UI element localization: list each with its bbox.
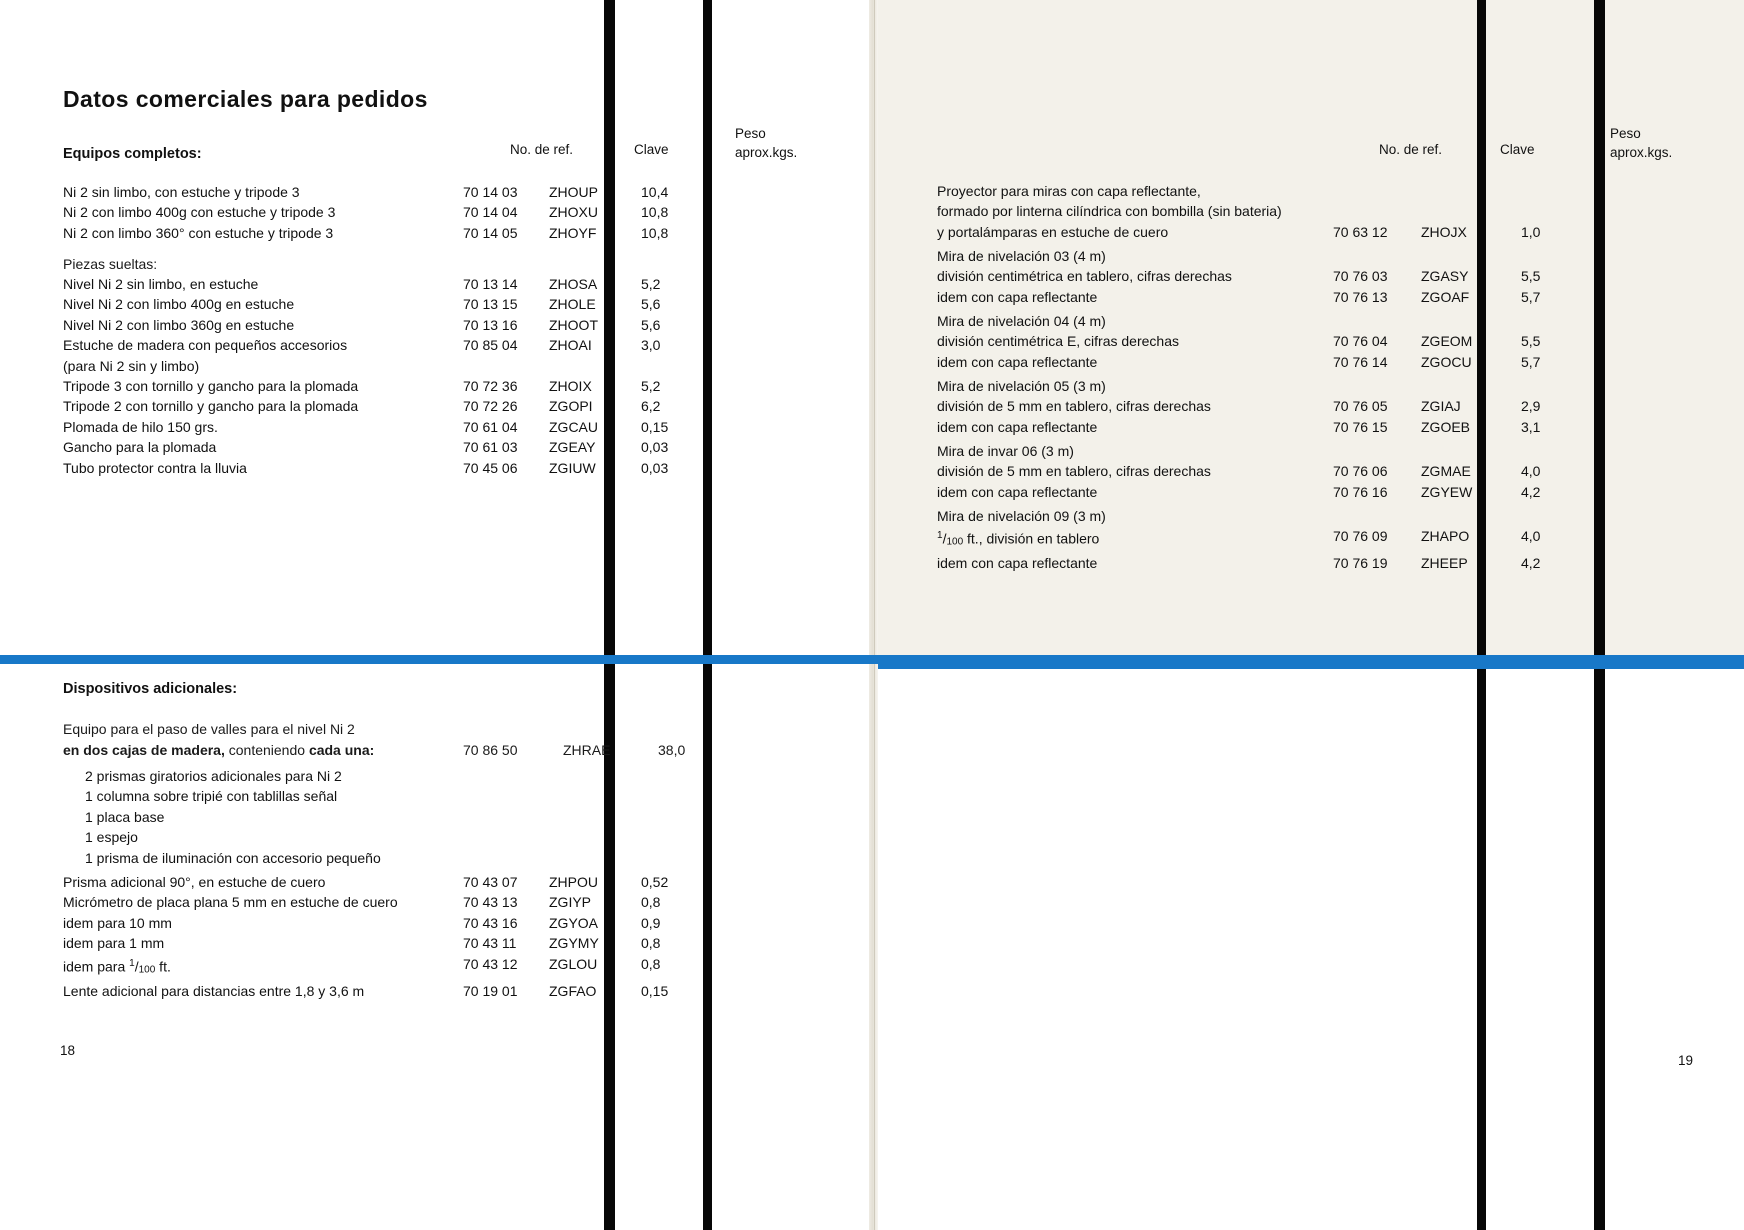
cell-ref: 70 14 03 xyxy=(463,184,518,200)
column-header-peso-left: Peso xyxy=(735,126,766,141)
table-row xyxy=(63,933,711,953)
cell-key: ZGIYP xyxy=(549,894,592,911)
cell-weight xyxy=(1521,376,1581,396)
list-item xyxy=(63,766,485,786)
table-row xyxy=(937,417,1581,437)
column-header-peso-units-left: aprox.kgs. xyxy=(735,145,798,160)
cell-weight: 1,0 xyxy=(1521,223,1541,240)
table-row xyxy=(63,954,711,981)
table-row xyxy=(937,441,1581,461)
cell-key: ZGFAO xyxy=(549,982,597,999)
cell-desc: 1 placa base xyxy=(85,808,165,825)
cell-key: ZGOAF xyxy=(1421,288,1470,305)
table-row xyxy=(63,437,711,457)
table-row xyxy=(937,201,1581,221)
cell-ref: 70 76 04 xyxy=(1333,333,1388,350)
vertical-bar-right-outer xyxy=(1594,0,1605,1230)
cell-desc: 1 espejo xyxy=(85,829,138,846)
table-row xyxy=(63,315,711,335)
cell-key xyxy=(1421,441,1521,461)
cell-weight xyxy=(1521,201,1581,221)
table-row xyxy=(63,417,711,437)
cell-desc: Tubo protector contra la lluvia xyxy=(63,459,247,476)
cell-key: ZHAPO xyxy=(1421,528,1470,545)
table-row xyxy=(937,553,1581,573)
cell-desc: división centimétrica E, cifras derechas xyxy=(937,333,1179,350)
cell-weight: 5,6 xyxy=(641,316,661,333)
cell-desc: 1 prisma de iluminación con accesorio pequeño xyxy=(85,849,381,866)
page-number-right: 19 xyxy=(1678,1053,1694,1068)
cell-weight: 6,2 xyxy=(641,398,661,415)
cell-key: ZHPOU xyxy=(549,874,598,890)
cell-desc: idem para 1 mm xyxy=(63,935,165,952)
cell-weight: 5,2 xyxy=(641,378,661,395)
valley-kit-intro-line1: Equipo para el paso de valles para el nivel Ni 2 xyxy=(63,721,355,737)
cell-desc: idem para 10 mm xyxy=(63,914,172,931)
cell-key: ZHEEP xyxy=(1421,555,1468,572)
cell-weight: 5,5 xyxy=(1521,333,1541,350)
cell-weight: 10,4 xyxy=(641,184,669,200)
cell-ref: 70 13 15 xyxy=(463,296,518,313)
column-header-clave-right: Clave xyxy=(1500,142,1535,157)
table-row xyxy=(937,396,1581,416)
cell-ref: 70 45 06 xyxy=(463,459,518,476)
cell-ref: 70 72 36 xyxy=(463,378,518,395)
cell-weight: 0,03 xyxy=(641,439,669,456)
cell-desc: 1 columna sobre tripié con tablillas señal xyxy=(85,788,338,805)
cell-block-title: Mira de nivelación 04 (4 m) xyxy=(937,313,1106,329)
cell-key: ZHOUP xyxy=(549,184,598,200)
cell-desc: Plomada de hilo 150 grs. xyxy=(63,418,218,435)
cell-desc: Nivel Ni 2 sin limbo, en estuche xyxy=(63,276,259,292)
table-row xyxy=(937,506,1581,526)
cell-weight: 10,8 xyxy=(641,204,669,221)
cell-weight: 3,1 xyxy=(1521,418,1541,435)
table-mira-04 xyxy=(937,311,1581,372)
cell-key xyxy=(1421,181,1521,201)
cell-desc: $^1/_{100}$ ft., división en tablero xyxy=(937,530,1100,548)
cell-ref: 70 43 07 xyxy=(463,874,518,890)
table-row xyxy=(63,223,711,243)
cell-weight: 5,7 xyxy=(1521,288,1541,305)
table-row xyxy=(63,376,711,396)
valley-kit-ref: 70 86 50 xyxy=(463,742,518,758)
cell-ref xyxy=(1333,246,1421,266)
cell-desc: idem con capa reflectante xyxy=(937,288,1098,305)
column-header-peso-units-right: aprox.kgs. xyxy=(1610,145,1673,160)
section-heading-dispositivos-adicionales: Dispositivos adicionales: xyxy=(63,681,238,697)
table-valley-kit-contents xyxy=(63,766,485,868)
table-row xyxy=(937,461,1581,481)
cell-block-title: Mira de invar 06 (3 m) xyxy=(937,443,1074,459)
cell-ref: 70 43 13 xyxy=(463,894,518,911)
cell-desc: Ni 2 sin limbo, con estuche y tripode 3 xyxy=(63,184,300,200)
table-row xyxy=(63,294,711,314)
cell-desc: Ni 2 con limbo 360° con estuche y tripode 3 xyxy=(63,224,334,241)
cell-desc: (para Ni 2 sin y limbo) xyxy=(63,357,200,374)
cell-weight xyxy=(1521,181,1581,201)
cell-weight: 4,0 xyxy=(1521,528,1541,545)
cell-desc: idem con capa reflectante xyxy=(937,418,1098,435)
cell-ref: 70 76 09 xyxy=(1333,528,1388,545)
table-row xyxy=(937,526,1581,553)
cell-weight xyxy=(1521,246,1581,266)
list-item xyxy=(63,786,485,806)
cell-ref: 70 76 05 xyxy=(1333,398,1388,415)
cell-weight xyxy=(1521,441,1581,461)
cell-desc: Micrómetro de placa plana 5 mm en estuche de cuero xyxy=(63,894,398,911)
cell-key xyxy=(1421,246,1521,266)
cell-weight: 3,0 xyxy=(641,337,661,354)
table-row xyxy=(63,872,711,892)
cell-weight: 0,15 xyxy=(641,982,669,999)
table-row xyxy=(937,331,1581,351)
cell-key xyxy=(1421,311,1521,331)
accent-rule-right xyxy=(878,660,1744,669)
cell-ref xyxy=(1333,311,1421,331)
table-mira-09 xyxy=(937,506,1581,574)
cell-desc: formado por linterna cilíndrica con bombilla (sin bateria) xyxy=(937,203,1282,220)
cell-ref: 70 13 16 xyxy=(463,316,518,333)
cell-weight: 0,9 xyxy=(641,914,661,931)
cell-key: ZGCAU xyxy=(549,418,598,435)
cell-ref: 70 76 15 xyxy=(1333,418,1388,435)
cell-key: ZGIAJ xyxy=(1421,398,1461,415)
cell-ref: 70 76 19 xyxy=(1333,555,1388,572)
cell-weight: 5,6 xyxy=(641,296,661,313)
page-fold-line xyxy=(874,0,875,1230)
cell-weight: 4,2 xyxy=(1521,483,1541,500)
table-row xyxy=(937,181,1581,201)
table-row xyxy=(63,274,711,294)
table-row xyxy=(63,892,711,912)
cell-ref: 70 14 04 xyxy=(463,204,518,221)
table-row xyxy=(937,266,1581,286)
table-row xyxy=(937,311,1581,331)
table-row xyxy=(63,913,711,933)
cell-key xyxy=(1421,376,1521,396)
valley-kit-key: ZHRAE xyxy=(563,742,611,758)
cell-block-title: Mira de nivelación 09 (3 m) xyxy=(937,508,1106,524)
cell-desc: Proyector para miras con capa reflectante, xyxy=(937,183,1201,199)
cell-key: ZHOYF xyxy=(549,224,597,241)
cell-ref xyxy=(1333,441,1421,461)
cell-desc: Tripode 3 con tornillo y gancho para la plomada xyxy=(63,378,359,395)
cell-ref: 70 72 26 xyxy=(463,398,518,415)
cell-ref: 70 19 01 xyxy=(463,982,518,999)
cell-weight: 5,7 xyxy=(1521,353,1541,370)
cell-ref: 70 85 04 xyxy=(463,337,518,354)
column-header-peso-right: Peso xyxy=(1610,126,1641,141)
table-equipos-completos xyxy=(63,182,711,243)
cell-ref: 70 43 12 xyxy=(463,955,518,972)
section-heading-equipos-completos: Equipos completos: xyxy=(63,146,202,162)
table-mira-03 xyxy=(937,246,1581,307)
cell-key: ZGEOM xyxy=(1421,333,1473,350)
cell-desc: Prisma adicional 90°, en estuche de cuero xyxy=(63,874,326,890)
table-row xyxy=(63,202,711,222)
cell-desc: y portalámparas en estuche de cuero xyxy=(937,223,1169,240)
column-header-ref-left: No. de ref. xyxy=(510,142,574,157)
table-dispositivos-adicionales xyxy=(63,872,711,1001)
cell-desc: Nivel Ni 2 con limbo 360ɡ en estuche xyxy=(63,316,295,333)
cell-key xyxy=(549,356,641,376)
intro-bold-a: en dos cajas de madera, xyxy=(63,742,225,758)
cell-weight: 0,52 xyxy=(641,874,669,890)
table-mira-05 xyxy=(937,376,1581,437)
table-piezas-sueltas xyxy=(63,274,711,478)
cell-key: ZGYEW xyxy=(1421,483,1473,500)
cell-weight: 0,15 xyxy=(641,418,669,435)
cell-key xyxy=(1421,506,1521,526)
cell-key: ZHOIX xyxy=(549,378,592,395)
cell-desc: 2 prismas giratorios adicionales para Ni 2 xyxy=(85,768,342,784)
cell-key: ZHOOT xyxy=(549,316,598,333)
cell-weight: 4,0 xyxy=(1521,463,1541,480)
cell-ref: 70 76 13 xyxy=(1333,288,1388,305)
cell-ref: 70 43 16 xyxy=(463,914,518,931)
cell-ref: 70 43 11 xyxy=(463,935,517,952)
cell-key: ZGEAY xyxy=(549,439,596,456)
cell-ref: 70 76 06 xyxy=(1333,463,1388,480)
cell-weight: 0,8 xyxy=(641,894,661,911)
valley-kit-weight: 38,0 xyxy=(658,742,686,758)
table-row xyxy=(937,376,1581,396)
table-row xyxy=(937,222,1581,242)
table-row xyxy=(63,182,711,202)
cell-ref: 70 63 12 xyxy=(1333,223,1388,240)
cell-key: ZGIUW xyxy=(549,459,596,476)
cell-key: ZGOCU xyxy=(1421,353,1472,370)
cell-ref: 70 61 04 xyxy=(463,418,518,435)
cell-block-title: Mira de nivelación 03 (4 m) xyxy=(937,248,1106,264)
cell-ref xyxy=(1333,201,1421,221)
cell-desc: idem con capa reflectante xyxy=(937,555,1098,572)
table-row xyxy=(63,356,711,376)
cell-desc: idem para $^1/_{100}$ ft. xyxy=(63,957,171,976)
cell-weight: 2,9 xyxy=(1521,398,1541,415)
table-row xyxy=(937,246,1581,266)
cell-weight xyxy=(1521,506,1581,526)
column-header-clave-left: Clave xyxy=(634,142,669,157)
cell-ref xyxy=(1333,376,1421,396)
cell-key: ZGYOA xyxy=(549,914,599,931)
cell-key: ZHOXU xyxy=(549,204,598,221)
cell-ref: 70 76 16 xyxy=(1333,483,1388,500)
cell-key: ZGOPI xyxy=(549,398,593,415)
cell-ref: 70 76 14 xyxy=(1333,353,1388,370)
table-row xyxy=(937,482,1581,502)
cell-weight xyxy=(1521,311,1581,331)
cell-desc: división de 5 mm en tablero, cifras derechas xyxy=(937,398,1211,415)
cell-desc: Tripode 2 con tornillo y gancho para la plomada xyxy=(63,398,359,415)
cell-block-title: Mira de nivelación 05 (3 m) xyxy=(937,378,1106,394)
cell-desc: Nivel Ni 2 con limbo 400ɡ en estuche xyxy=(63,296,295,313)
cell-ref: 70 13 14 xyxy=(463,276,518,292)
cell-key: ZGYMY xyxy=(549,935,599,952)
cell-ref xyxy=(1333,506,1421,526)
table-projector xyxy=(937,181,1581,242)
cell-key xyxy=(1421,201,1521,221)
cell-weight: 0,8 xyxy=(641,955,661,972)
list-item xyxy=(63,807,485,827)
column-header-ref-right: No. de ref. xyxy=(1379,142,1443,157)
table-row xyxy=(937,287,1581,307)
cell-weight: 5,5 xyxy=(1521,268,1541,285)
right-page-lower-panel xyxy=(878,669,1744,1230)
valley-kit-intro-line2 xyxy=(63,742,374,758)
cell-desc: idem con capa reflectante xyxy=(937,483,1098,500)
cell-desc: Lente adicional para distancias entre 1,8 y 3,6 m xyxy=(63,982,365,999)
intro-normal: conteniendo xyxy=(224,742,309,758)
cell-ref: 70 76 03 xyxy=(1333,268,1388,285)
cell-weight xyxy=(641,356,711,376)
cell-weight: 10,8 xyxy=(641,224,669,241)
cell-weight: 5,2 xyxy=(641,276,661,292)
cell-weight: 4,2 xyxy=(1521,555,1541,572)
cell-key: ZGOEB xyxy=(1421,418,1471,435)
cell-ref xyxy=(463,356,549,376)
list-item xyxy=(63,827,485,847)
section-heading-piezas-sueltas: Piezas sueltas: xyxy=(63,256,158,272)
cell-desc: Ni 2 con limbo 400ɡ con estuche y tripode 3 xyxy=(63,204,336,221)
table-row xyxy=(937,352,1581,372)
cell-desc: idem con capa reflectante xyxy=(937,353,1098,370)
cell-ref xyxy=(1333,181,1421,201)
cell-ref: 70 61 03 xyxy=(463,439,518,456)
cell-key: ZGLOU xyxy=(549,955,598,972)
table-row xyxy=(63,981,711,1001)
cell-weight: 0,03 xyxy=(641,459,669,476)
page-title: Datos comerciales para pedidos xyxy=(63,86,428,112)
page-number-left: 18 xyxy=(60,1043,76,1058)
intro-bold-b: cada una: xyxy=(308,742,375,758)
cell-ref: 70 14 05 xyxy=(463,224,518,241)
cell-desc: Gancho para la plomada xyxy=(63,439,217,456)
table-row xyxy=(63,396,711,416)
table-row xyxy=(63,458,711,478)
cell-desc: división centimétrica en tablero, cifras derechas xyxy=(937,268,1232,285)
cell-key: ZHOAI xyxy=(549,337,592,354)
table-row xyxy=(63,335,711,355)
cell-key: ZGMAE xyxy=(1421,463,1471,480)
table-mira-invar-06 xyxy=(937,441,1581,502)
list-item xyxy=(63,848,485,868)
cell-desc: Estuche de madera con pequeños accesorios xyxy=(63,337,348,354)
cell-key: ZGASY xyxy=(1421,268,1469,285)
cell-key: ZHOSA xyxy=(549,276,598,292)
cell-key: ZHOLE xyxy=(549,296,596,313)
cell-weight: 0,8 xyxy=(641,935,661,952)
cell-key: ZHOJX xyxy=(1421,223,1467,240)
cell-desc: división de 5 mm en tablero, cifras derechas xyxy=(937,463,1211,480)
